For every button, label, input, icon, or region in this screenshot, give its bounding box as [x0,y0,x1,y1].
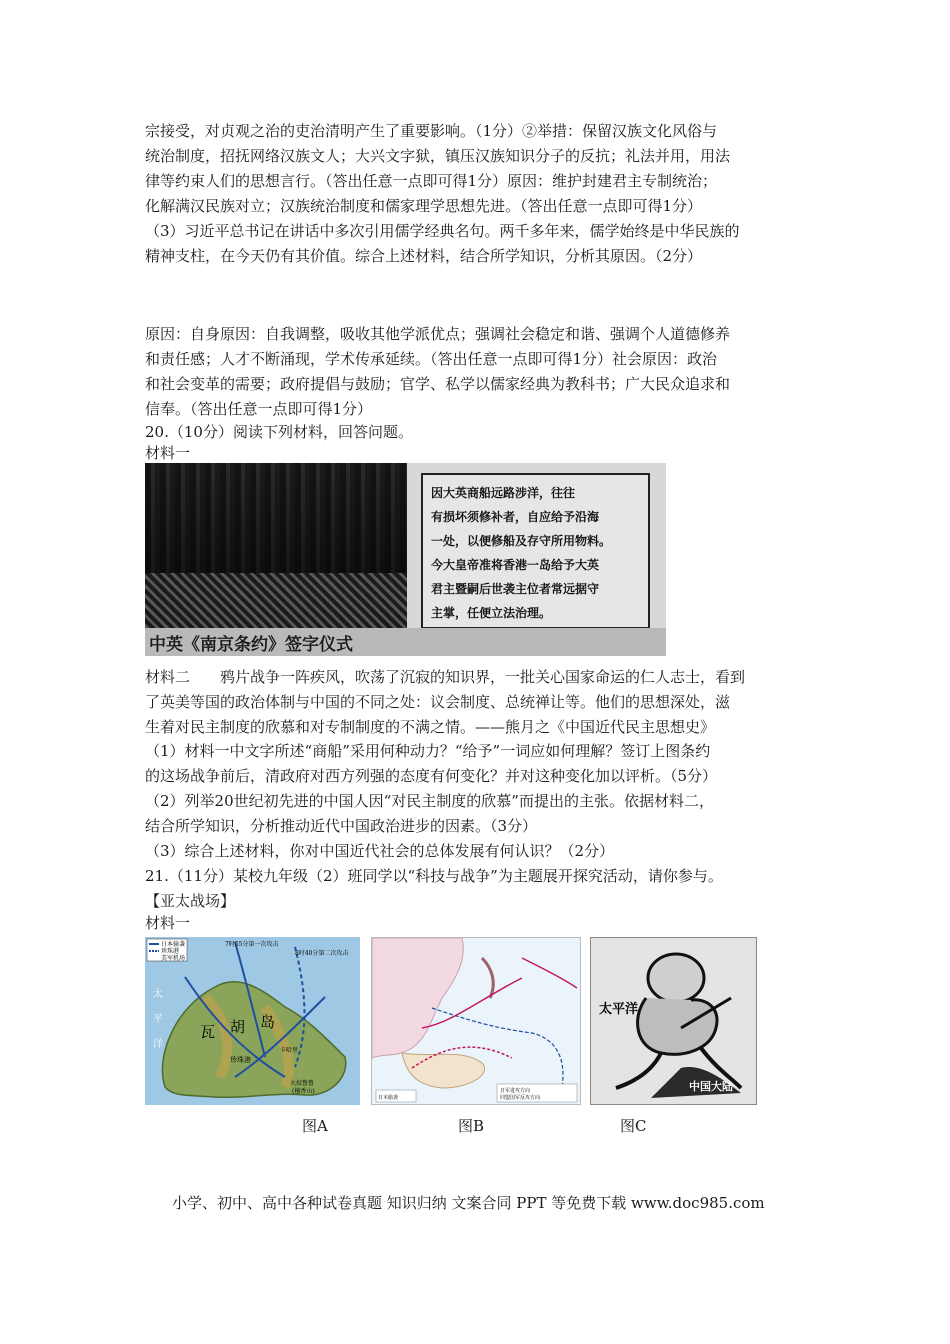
question-heading: 20.（10分）阅读下列材料，回答问题。 [145,423,413,441]
answer-text: 和责任感；人才不断涌现，学术传承延续。（答出任意一点即可得1分）社会原因：政治 [145,350,718,368]
text-line: 宗接受，对贞观之治的吏治清明产生了重要影响。（1分）②举措：保留汉族文化风俗与 [145,122,718,140]
map-label: 太 [153,989,163,1000]
treaty-signing-photo [145,463,666,656]
figure-caption: 图C [620,1117,647,1135]
cartoon-svg [591,938,756,1104]
question-heading: 21.（11分）某校九年级（2）班同学以“科技与战争”为主题展开探究活动，请你参与。 [145,867,723,885]
legend-item: 美军机场 [161,955,186,962]
treaty-excerpt: 因大英商船远路涉洋，往往 有损坏须修补者，自应给予沿海 一处，以便修船及存守所用物料。 今大皇帝准将香港一岛给予大英 君主暨嗣后世袭主位者常远据守 主掌，任便立法治理。 [431,486,612,620]
answer-text: 和社会变革的需要；政府提倡与鼓励；官学、私学以儒家经典为教科书；广大民众追求和 [145,375,731,393]
text-line: 化解满汉民族对立；汉族统治制度和儒家理学思想先进。（答出任意一点即可得1分） [145,197,703,215]
map-label: 瓦 [200,1023,216,1041]
material-text: 生着对民主制度的欣慕和对专制制度的不满之情。——熊月之《中国近代民主思想史》 [145,718,716,736]
section-heading: 【亚太战场】 [145,892,236,910]
map-label: 8时40分第二次攻击 [295,950,349,957]
map-label: 岛 [260,1013,276,1031]
pacific-war-map [371,937,581,1105]
question-text: （3）习近平总书记在讲话中多次引用儒学经典名句。两千多年来，儒学始终是中华民族的 [145,222,740,240]
question-text: 精神支柱，在今天仍有其价值。综合上述材料，结合所学知识，分析其原因。（2分） [145,247,703,265]
material-label: 材料一 [145,444,191,462]
question-text: （2）列举20世纪初先进的中国人因“对民主制度的欣慕”而提出的主张。依据材料二， [145,792,714,810]
text-line: 统治制度，招抚网络汉族文人；大兴文字狱，镇压汉族知识分子的反抗；礼法并用，用法 [145,147,731,165]
legend-item: 日军进攻方向 [500,1088,531,1094]
figure-caption: 图A [302,1117,328,1135]
map-svg [372,938,580,1104]
map-svg [145,937,360,1105]
map-label: 平 [153,1014,163,1025]
cartoon-label: 太平洋 [599,1002,639,1017]
war-cartoon [590,937,757,1105]
map-label: 卡哈里 [280,1047,299,1054]
map-label: 胡 [230,1018,246,1036]
material-text: 了英美等国的政治体制与中国的不同之处：议会制度、总统禅让等。他们的思想深处，滋 [145,693,731,711]
page-footer: 小学、初中、高中各种试卷真题 知识归纳 文案合同 PPT 等免费下载 www.doc985.com [172,1194,765,1212]
map-label: (檀香山) [292,1088,315,1095]
question-text: 结合所学知识，分析推动近代中国政治进步的因素。（3分） [145,817,538,835]
legend-item: 日本偷袭 [378,1095,399,1101]
map-label: 洋 [153,1039,163,1050]
legend-item: 日本偷袭 [161,941,186,948]
text-line: 律等约束人们的思想言行。（答出任意一点即可得1分）原因：维护封建君主专制统治； [145,172,718,190]
map-label: 珍珠港 [230,1056,251,1064]
legend-item: 同盟国军反攻方向 [500,1095,541,1101]
material-text: 材料二 鸦片战争一阵疾风，吹荡了沉寂的知识界，一批关心国家命运的仁人志士，看到 [145,668,746,686]
legend-item: 珍珠港 [161,948,180,955]
material-label: 材料一 [145,914,191,932]
question-text: （1）材料一中文字所述“商船”采用何种动力？“给予”一词应如何理解？签订上图条约 [145,742,711,760]
map-label: 火奴鲁鲁 [290,1080,315,1087]
question-text: 的这场战争前后，清政府对西方列强的态度有何变化？并对这种变化加以评析。（5分） [145,767,718,785]
cartoon-label: 中国大陆 [689,1080,733,1093]
photo-title: 中英《南京条约》签字仪式 [149,635,353,655]
map-label: 7时55分第一次攻击 [225,941,279,948]
question-text: （3）综合上述材料，你对中国近代社会的总体发展有何认识？（2分） [145,842,615,860]
answer-text: 信奉。（答出任意一点即可得1分） [145,400,373,418]
pearl-harbor-map [145,937,360,1105]
answer-text: 原因：自身原因：自我调整，吸收其他学派优点；强调社会稳定和谐、强调个人道德修养 [145,325,731,343]
figure-caption: 图B [458,1117,485,1135]
